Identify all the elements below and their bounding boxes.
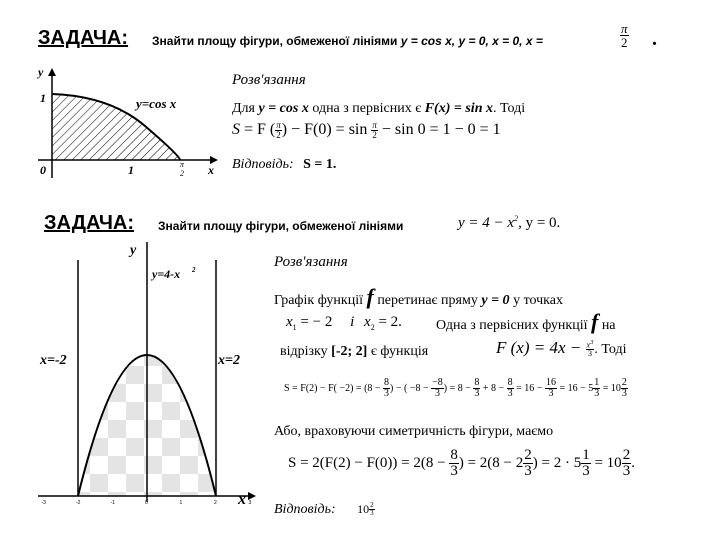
task2-heading: ЗАДАЧА:	[44, 212, 135, 234]
task2-parabola-graph	[36, 240, 258, 508]
curve-label: y=cos x	[136, 96, 177, 111]
task1-cos-graph	[30, 66, 220, 182]
task2-symmetry-calculation: S = 2(F(2) − F(0)) = 2(8 − $\frac{8}{3}$ ) = 2(8 − 2 $\frac{2}{3}$ ) = 2 · 5 $\frac{1}{3}$ = 10 $\frac{2}{3}$ .	[288, 447, 635, 479]
x-tick-label: 2	[214, 500, 217, 506]
task1-condition: y = cos x, y = 0, x = 0, x =	[400, 34, 543, 48]
curve-label: y=4-x	[152, 267, 181, 281]
x-tick-label: 3	[248, 500, 252, 506]
x-tick-label: 0	[145, 500, 148, 506]
task1-solution-title: Розв'язання	[232, 72, 306, 88]
x-axis-label: x	[208, 163, 214, 177]
task2-primitive-text: Одна з первісних функції f на	[436, 309, 616, 334]
y-axis-label: y	[130, 243, 137, 258]
task1-statement	[152, 34, 543, 48]
x-axis-label: x	[238, 491, 246, 508]
task2-segment-line: відрізку [-2; 2] є функція	[280, 344, 429, 359]
x-tick-label: 1	[179, 500, 183, 506]
task2-answer: Відповідь: 10 $\frac{2}{3}$	[274, 501, 374, 518]
right-line-label: x=2	[218, 353, 240, 368]
task2-line1: Графік функції f перетинає пряму y = 0 у точках	[274, 284, 563, 309]
task2-statement: Знайти площу фігури, обмеженої лініями	[158, 219, 404, 233]
left-line-label: x=-2	[40, 353, 67, 368]
task2-long-calculation: S = F(2) − F( −2) = (8 − $\frac{8}{3}$ ) − ( −8 − $\frac{-8}{3}$ ) = 8 − $\frac{8}{3}$ + 8 − $\frac{8}{3}$ = 16 − $\frac{16}{3}$ = 16 − 5 $\frac{1}{3}$ = 10 $\frac{2}{3}$	[284, 377, 627, 399]
task2-antiderivative: F (x) = 4x − $\frac{x^3}{3}$ . Тоді	[496, 338, 627, 359]
origin-label: 0	[40, 163, 46, 177]
task1-calculation: S = F ( $\frac{\pi}{2}$ ) − F(0) = sin $\frac{\pi}{2}$ − sin 0 = 1 − 0 = 1	[232, 120, 501, 140]
task2-solution-title: Розв'язання	[274, 254, 348, 270]
pi-half-tick-den: 2	[180, 169, 184, 178]
task1-heading: ЗАДАЧА:	[38, 27, 129, 49]
curve-label-power: 2	[192, 266, 196, 274]
task2-symmetry-text: Або, враховуючи симетричність фігури, маємо	[274, 424, 554, 439]
x-tick-label: -2	[76, 500, 81, 506]
x-tick-label: -3	[41, 500, 46, 506]
x-tick-label: -1	[110, 500, 115, 506]
task1-pi-half: $\frac{\pi}{2}$	[621, 21, 628, 50]
task2-condition: $y = 4 - x^2$, y = 0.	[458, 214, 561, 231]
task1-line1: Для y = cos x одна з первісних є F(x) = sin x. Тоді	[232, 101, 526, 116]
task2-roots: $x_1$ = − 2 і $x_2 = 2$.	[286, 314, 402, 332]
task1-end-dot: .	[652, 28, 657, 50]
task1-answer: Відповідь: S = 1.	[232, 157, 337, 172]
pi-half-tick-num: π	[180, 160, 185, 169]
y-axis-label: y	[38, 66, 44, 79]
task1-statement-text: Знайти площу фігури, обмеженої лініями	[152, 34, 398, 48]
y-tick-one: 1	[40, 91, 46, 105]
x-tick-one: 1	[128, 163, 134, 177]
